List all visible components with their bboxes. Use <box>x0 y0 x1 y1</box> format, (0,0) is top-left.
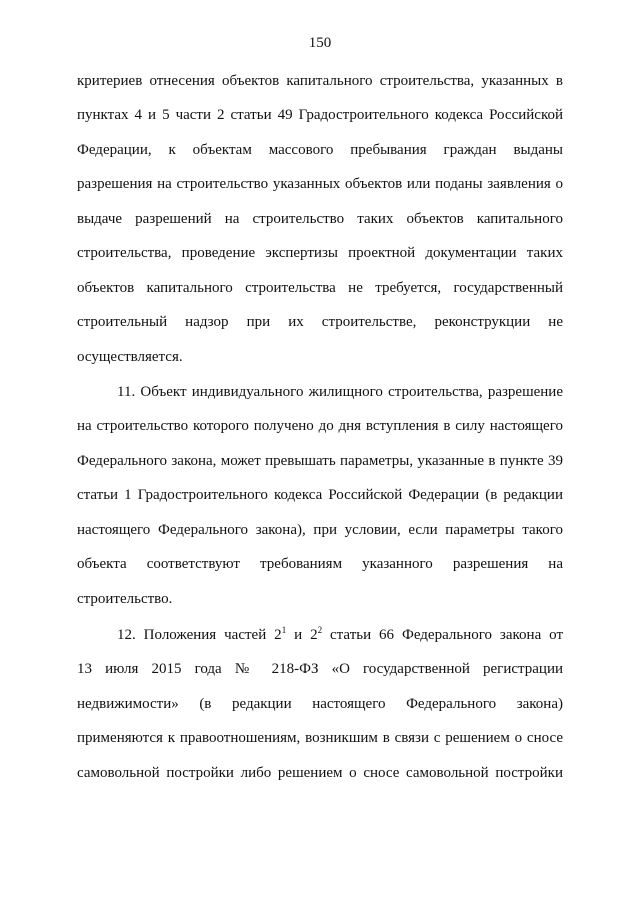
text-line-with-superscripts: 12. Положения частей $2^1$ и $2^2$ статьи 66 Федерального закона от <box>117 625 564 643</box>
text-line: строительства, проведение экспертизы проектной документации таких <box>77 245 563 261</box>
superscript: 1 <box>281 625 287 635</box>
text-line: настоящего Федерального закона), при условии, если параметры такого <box>77 522 563 538</box>
text-line: осуществляется. <box>77 349 183 365</box>
text-line: статьи 1 Градостроительного кодекса Российской Федерации (в редакции <box>77 487 563 503</box>
text-line: самовольной постройки либо решением о сносе самовольной постройки <box>77 765 563 781</box>
text-line: строительный надзор при их строительстве, реконструкции не <box>77 314 563 330</box>
text-line: выдаче разрешений на строительство таких объектов капитального <box>77 211 563 227</box>
text-line: 11. Объект индивидуального жилищного строительства, разрешение <box>117 384 563 400</box>
text-line: критериев отнесения объектов капитального строительства, указанных в <box>77 73 563 89</box>
page-number: 150 <box>308 35 332 51</box>
text-line: объектов капитального строительства не требуется, государственный <box>77 280 563 296</box>
text-line: строительство. <box>77 591 173 607</box>
text-line: объекта соответствуют требованиям указанного разрешения на <box>77 556 563 572</box>
text-line: Федерации, к объектам массового пребывания граждан выданы <box>77 142 563 158</box>
text-line: пунктах 4 и 5 части 2 статьи 49 Градостроительного кодекса Российской <box>77 107 563 123</box>
superscript: 2 <box>317 625 323 635</box>
text-line: разрешения на строительство указанных объектов или поданы заявления о <box>77 176 563 192</box>
text-line: недвижимости» (в редакции настоящего Федерального закона) <box>77 696 563 712</box>
text-line: на строительство которого получено до дня вступления в силу настоящего <box>77 418 563 434</box>
text-line: 13 июля 2015 года № 218-ФЗ «О государственной регистрации <box>77 661 563 677</box>
text-line: применяются к правоотношениям, возникшим в связи с решением о сносе <box>77 730 563 746</box>
text-line: Федерального закона, может превышать параметры, указанные в пункте 39 <box>77 453 563 469</box>
